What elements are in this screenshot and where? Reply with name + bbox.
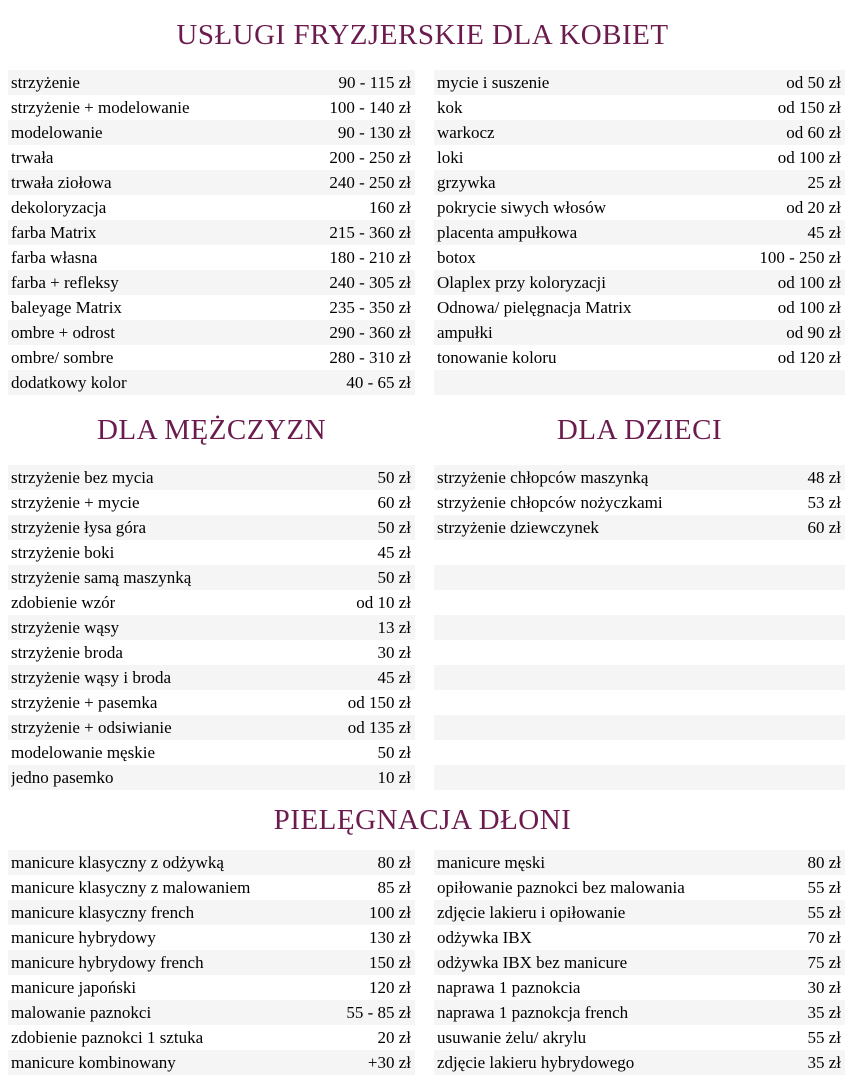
price-row [8,1025,415,1050]
price-row [8,615,415,640]
service-price: 240 - 250 zł [329,173,411,192]
service-price: 10 zł [377,768,411,787]
service-price: 80 zł [377,853,411,872]
service-name: manicure klasyczny french [11,903,195,922]
price-row [8,245,415,270]
price-row [8,950,415,975]
children-column [434,465,845,790]
price-row [434,875,845,900]
price-row [434,1025,845,1050]
price-row [8,220,415,245]
price-row [434,170,845,195]
service-price: 13 zł [377,618,411,637]
children-section-header [434,395,845,465]
price-row [434,565,845,590]
service-name: ombre/ sombre [11,348,114,367]
service-name: Odnowa/ pielęgnacja Matrix [437,298,632,317]
service-price: 45 zł [377,668,411,687]
service-price: 180 - 210 zł [329,248,411,267]
price-row [434,1000,845,1025]
price-row [8,295,415,320]
price-row [434,220,845,245]
service-name: zdobienie wzór [11,593,116,612]
hands-left-column [8,850,415,1075]
service-price: 75 zł [807,953,841,972]
service-price: od 100 zł [777,273,841,292]
service-price: 50 zł [377,743,411,762]
service-name: baleyage Matrix [11,298,122,317]
price-row [434,900,845,925]
price-row [434,195,845,220]
service-name: manicure klasyczny z odżywką [11,853,224,872]
service-price: 53 zł [807,493,841,512]
service-name: jedno pasemko [11,768,114,787]
price-row [434,295,845,320]
price-row [8,740,415,765]
service-name: zdjęcie lakieru hybrydowego [437,1053,635,1072]
service-name: manicure męski [437,853,546,872]
service-price: od 10 zł [356,593,411,612]
service-name: strzyżenie wąsy [11,618,120,637]
price-row [434,925,845,950]
service-price: 35 zł [807,1003,841,1022]
service-name: warkocz [437,123,495,142]
service-price: od 135 zł [347,718,411,737]
price-row [8,715,415,740]
service-price: 90 - 115 zł [338,73,411,92]
service-price: 100 - 250 zł [759,248,841,267]
hands-section-header [0,790,845,850]
price-row [8,170,415,195]
service-name: dekoloryzacja [11,198,107,217]
service-price: +30 zł [367,1053,411,1072]
hands-right-column [434,850,845,1075]
price-row [8,490,415,515]
service-name: manicure japoński [11,978,137,997]
price-row [8,95,415,120]
service-name: opiłowanie paznokci bez malowania [437,878,685,897]
service-name: manicure kombinowany [11,1053,176,1072]
service-name: strzyżenie łysa góra [11,518,146,537]
price-row [434,345,845,370]
service-name: manicure klasyczny z malowaniem [11,878,251,897]
price-row [434,640,845,665]
service-price: 50 zł [377,568,411,587]
price-row [8,850,415,875]
service-name: strzyżenie [11,73,80,92]
service-price: 48 zł [807,468,841,487]
service-price: 60 zł [377,493,411,512]
price-row [434,665,845,690]
service-price: od 60 zł [786,123,841,142]
price-row [434,320,845,345]
service-name: manicure hybrydowy [11,928,156,947]
service-name: kok [437,98,463,117]
service-price: 40 - 65 zł [346,373,411,392]
price-row [8,145,415,170]
service-name: strzyżenie + modelowanie [11,98,190,117]
price-row [8,345,415,370]
price-row [8,765,415,790]
women-price-tables [0,70,845,395]
service-price: 50 zł [377,468,411,487]
service-name: naprawa 1 paznokcia [437,978,581,997]
price-row [434,120,845,145]
price-row [434,490,845,515]
service-price: 45 zł [807,223,841,242]
price-row [8,465,415,490]
price-row [8,540,415,565]
women-section-title: USŁUGI FRYZJERSKIE DLA KOBIET [176,18,669,51]
price-row [8,370,415,395]
service-name: Olaplex przy koloryzacji [437,273,606,292]
service-price: 55 zł [807,903,841,922]
service-name: strzyżenie + pasemka [11,693,158,712]
service-price: 20 zł [377,1028,411,1047]
service-price: od 90 zł [786,323,841,342]
service-name: farba + refleksy [11,273,119,292]
service-name: strzyżenie + mycie [11,493,140,512]
service-price: 150 zł [368,953,411,972]
price-row [434,740,845,765]
service-name: strzyżenie dziewczynek [437,518,599,537]
service-price: 80 zł [807,853,841,872]
service-price: od 20 zł [786,198,841,217]
service-price: od 50 zł [786,73,841,92]
service-name: zdobienie paznokci 1 sztuka [11,1028,204,1047]
price-row [8,875,415,900]
service-price: 290 - 360 zł [329,323,411,342]
service-price: 85 zł [377,878,411,897]
service-name: pokrycie siwych włosów [437,198,607,217]
service-price: 60 zł [807,518,841,537]
service-price: 100 - 140 zł [329,98,411,117]
price-row [434,70,845,95]
service-price: 100 zł [368,903,411,922]
price-row [434,245,845,270]
price-row [8,640,415,665]
service-name: farba własna [11,248,98,267]
price-row [8,590,415,615]
service-name: botox [437,248,476,267]
service-price: 160 zł [368,198,411,217]
service-price: od 100 zł [777,298,841,317]
price-row [434,95,845,120]
service-name: strzyżenie bez mycia [11,468,154,487]
service-name: strzyżenie chłopców nożyczkami [437,493,663,512]
hands-price-tables [0,850,845,1075]
service-name: naprawa 1 paznokcja french [437,1003,629,1022]
service-price: 120 zł [368,978,411,997]
price-row [8,665,415,690]
price-row [8,565,415,590]
price-row [434,715,845,740]
service-name: malowanie paznokci [11,1003,152,1022]
service-price: 25 zł [807,173,841,192]
service-name: manicure hybrydowy french [11,953,204,972]
price-row [8,70,415,95]
hands-section-title: PIELĘGNACJA DŁONI [273,803,572,836]
service-name: strzyżenie boki [11,543,115,562]
price-row [8,320,415,345]
service-price: 200 - 250 zł [329,148,411,167]
price-row [434,950,845,975]
price-row [434,270,845,295]
service-price: 235 - 350 zł [329,298,411,317]
service-name: strzyżenie chłopców maszynką [437,468,649,487]
price-row [8,515,415,540]
service-price: od 150 zł [347,693,411,712]
service-name: mycie i suszenie [437,73,550,92]
price-row [434,975,845,1000]
service-name: placenta ampułkowa [437,223,578,242]
price-row [8,1000,415,1025]
men-section-header [8,395,415,465]
price-row [8,1050,415,1075]
service-name: grzywka [437,173,496,192]
service-price: 55 zł [807,878,841,897]
price-row [434,690,845,715]
service-price: 280 - 310 zł [329,348,411,367]
children-section-title: DLA DZIECI [556,413,723,446]
service-price: 130 zł [368,928,411,947]
service-name: usuwanie żelu/ akrylu [437,1028,587,1047]
price-row [8,195,415,220]
service-price: 55 zł [807,1028,841,1047]
service-price: 30 zł [807,978,841,997]
women-left-column [8,70,415,395]
service-price: od 150 zł [777,98,841,117]
men-column [8,465,415,790]
price-row [434,615,845,640]
price-row [434,465,845,490]
service-price: 215 - 360 zł [329,223,411,242]
service-name: modelowanie męskie [11,743,155,762]
price-row [8,120,415,145]
women-section-header [0,0,845,70]
price-row [8,690,415,715]
price-row [8,975,415,1000]
service-price: 90 - 130 zł [337,123,411,142]
service-price: 50 zł [377,518,411,537]
service-name: farba Matrix [11,223,97,242]
service-name: loki [437,148,464,167]
price-row [434,370,845,395]
price-row [434,850,845,875]
service-price: 45 zł [377,543,411,562]
service-price: 30 zł [377,643,411,662]
service-name: tonowanie koloru [437,348,557,367]
men-children-headers [0,395,845,465]
price-row [434,145,845,170]
service-price: 35 zł [807,1053,841,1072]
price-row [8,900,415,925]
service-price: 70 zł [807,928,841,947]
service-name: odżywka IBX bez manicure [437,953,628,972]
service-name: trwała ziołowa [11,173,112,192]
service-name: dodatkowy kolor [11,373,127,392]
men-children-price-tables [0,465,845,790]
service-name: strzyżenie + odsiwianie [11,718,172,737]
price-row [8,925,415,950]
service-name: strzyżenie samą maszynką [11,568,192,587]
service-name: ampułki [437,323,493,342]
service-name: trwała [11,148,54,167]
service-name: zdjęcie lakieru i opiłowanie [437,903,626,922]
service-name: strzyżenie wąsy i broda [11,668,172,687]
service-name: strzyżenie broda [11,643,123,662]
price-row [434,1050,845,1075]
women-right-column [434,70,845,395]
service-name: modelowanie [11,123,103,142]
price-row [434,540,845,565]
price-row [434,515,845,540]
service-price: 55 - 85 zł [346,1003,411,1022]
service-price: od 120 zł [777,348,841,367]
service-name: ombre + odrost [11,323,116,342]
price-row [434,765,845,790]
price-row [434,590,845,615]
price-row [8,270,415,295]
service-price: od 100 zł [777,148,841,167]
men-section-title: DLA MĘŻCZYZN [96,413,327,446]
service-price: 240 - 305 zł [329,273,411,292]
service-name: odżywka IBX [437,928,532,947]
